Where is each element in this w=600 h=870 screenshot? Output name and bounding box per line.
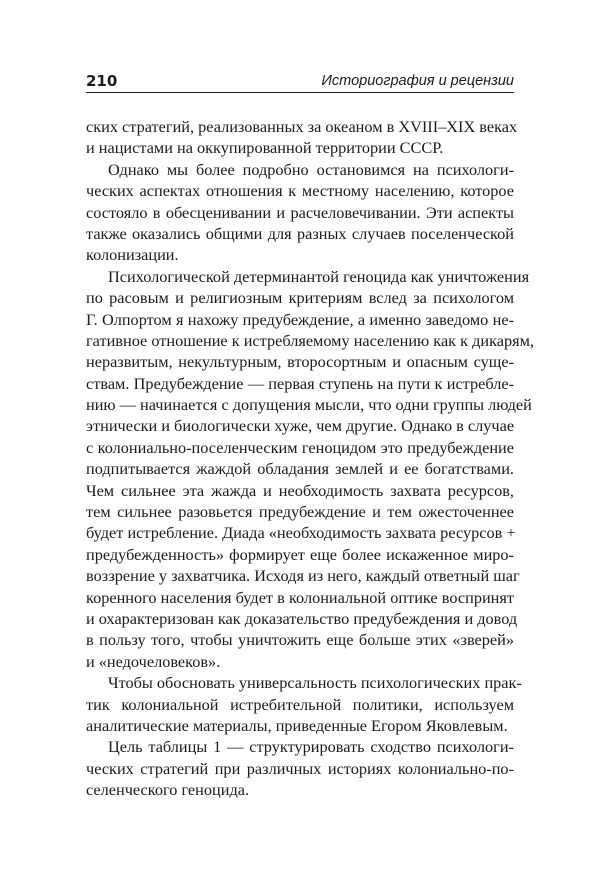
text-line: будет истребление. Диада «необходимость захвата ресурсов + — [86, 523, 516, 543]
running-header — [86, 70, 514, 93]
text-line: воззрение у захватчика. Исходя из него, каждый ответный шаг — [86, 566, 520, 586]
text-line: и нацистами на оккупированной территории СССР. — [86, 138, 444, 158]
text-line: ческих аспектах отношения к местному населению, которое — [86, 181, 514, 201]
text-line: Психологической детерминантой геноцида как уничтожения — [108, 266, 530, 286]
paragraph — [86, 266, 535, 672]
paragraph — [86, 116, 518, 159]
paragraph — [86, 736, 514, 800]
text-line: Г. Олпортом я нахожу предубеждение, а именно заведомо не- — [86, 309, 514, 329]
text-line: этнически и биологически хуже, чем другие. Однако в случае — [86, 416, 515, 436]
text-line: и охарактеризован как доказательство предубеждения и довод — [86, 608, 518, 628]
paragraph — [86, 672, 522, 736]
text-line: неразвитым, некультурным, второсортным и опасным суще- — [86, 352, 514, 372]
page-number: 210 — [86, 72, 118, 90]
text-line: ствам. Предубеждение — первая ступень на пути к истребле- — [86, 373, 514, 393]
text-line: ческих стратегий при различных историях колониально-по- — [86, 758, 514, 778]
text-line: также оказались общими для разных случаев поселенческой — [86, 223, 514, 243]
text-line: тем сильнее разовьется предубеждение и тем ожесточеннее — [86, 502, 514, 522]
text-line: состояло в обесценивании и расчеловечивании. Эти аспекты — [86, 202, 514, 222]
text-line: подпитывается жаждой обладания землей и ее богатствами. — [86, 459, 514, 479]
text-line: Чем сильнее эта жажда и необходимость захвата ресурсов, — [86, 480, 514, 500]
text-line: гативное отношение к истребляемому населению как к дикарям, — [86, 330, 535, 350]
body-text — [86, 116, 535, 801]
text-line: аналитические материалы, приведенные Егором Яковлевым. — [86, 715, 508, 735]
text-line: колонизации. — [86, 245, 179, 265]
running-title: Историография и рецензии — [321, 73, 514, 89]
text-line: ских стратегий, реализованных за океаном в XVIII–XIX веках — [86, 117, 518, 136]
text-line: тик колониальной истребительной политики, используем — [86, 694, 514, 714]
text-line: нию — начинается с допущения мысли, что одни группы людей — [86, 395, 532, 415]
text-line: Цель таблицы 1 — структурировать сходство психологи- — [108, 737, 514, 757]
paragraph — [86, 159, 514, 266]
text-line: Однако мы более подробно остановимся на психологи- — [108, 159, 514, 179]
text-line: селенческого геноцида. — [86, 780, 250, 800]
text-line: по расовым и религиозным критериям вслед за психологом — [86, 288, 514, 308]
text-line: в пользу того, чтобы уничтожить еще больше этих «зверей» — [86, 630, 514, 650]
text-line: и «недочеловеков». — [86, 651, 221, 671]
text-line: предубежденность» формирует еще более искаженное миро- — [86, 544, 514, 564]
text-line: с колониально-поселенческим геноцидом это предубеждение — [86, 437, 514, 457]
text-line: коренного населения будет в колониальной оптике воспринят — [86, 587, 514, 607]
text-line: Чтобы обосновать универсальность психологических прак- — [108, 673, 522, 693]
